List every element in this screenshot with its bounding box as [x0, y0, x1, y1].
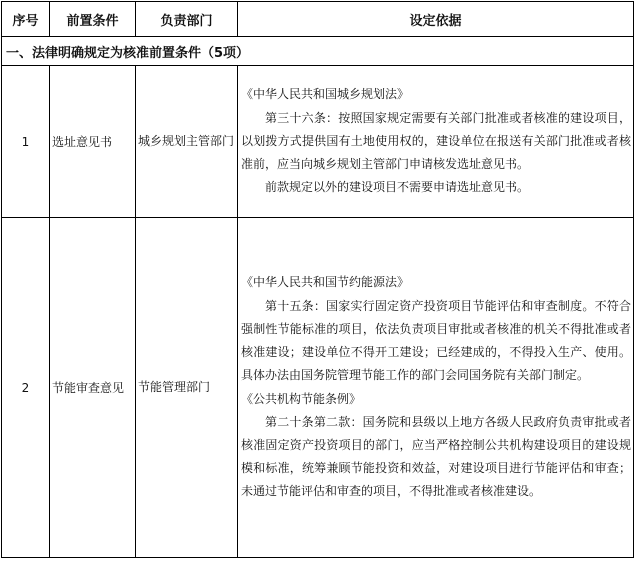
section-row: [2, 37, 634, 66]
row-basis: [238, 218, 634, 558]
basis-clause: 第三十六条：按照国家规定需要有关部门批准或者核准的建设项目，以划拨方式提供国有土地使用权的，建设单位在报送有关部门批准或者核准前，应当向城乡规划主管部门申请核发选址意见书。: [241, 110, 631, 172]
basis-clause: 第十五条：国家实行固定资产投资项目节能评估和审查制度。不符合强制性节能标准的项目，依法负责项目审批或者核准的机关不得批准或者核准建设；建设单位不得开工建设；已经建成的，不得投入生产、使用。具体办法由国务院管理节能工作的部门会同国务院有关部门制定。: [241, 298, 631, 383]
row-basis: [238, 66, 634, 218]
basis-law-title: 《公共机构节能条例》: [241, 391, 362, 406]
basis-clause: 第二十条第二款：国务院和县级以上地方各级人民政府负责审批或者核准固定资产投资项目的部门，应当严格控制公共机构建设项目的建设规模和标准，统筹兼顾节能投资和效益，对建设项目进行节能评估和审查；未通过节能评估和审查的项目，不得批准或者核准建设。: [241, 414, 631, 499]
header-basis: 设定依据: [238, 2, 634, 37]
row-number: 1: [2, 66, 50, 218]
basis-law-title: 《中华人民共和国城乡规划法》: [241, 87, 410, 102]
row-condition: 节能审查意见: [50, 218, 136, 558]
row-dept: 城乡规划主管部门: [136, 66, 238, 218]
section-title: 一、法律明确规定为核准前置条件（5项）: [2, 37, 634, 66]
table-row: [2, 66, 634, 218]
row-condition: 选址意见书: [50, 66, 136, 218]
requirements-table: [1, 1, 634, 558]
row-dept: 节能管理部门: [136, 218, 238, 558]
header-dept: 负责部门: [136, 2, 238, 37]
header-condition: 前置条件: [50, 2, 136, 37]
header-no: 序号: [2, 2, 50, 37]
basis-law-title: 《中华人民共和国节约能源法》: [241, 275, 410, 290]
basis-clause: 前款规定以外的建设项目不需要申请选址意见书。: [265, 180, 530, 195]
row-number: 2: [2, 218, 50, 558]
table-row: [2, 218, 634, 558]
header-row: [2, 2, 634, 37]
